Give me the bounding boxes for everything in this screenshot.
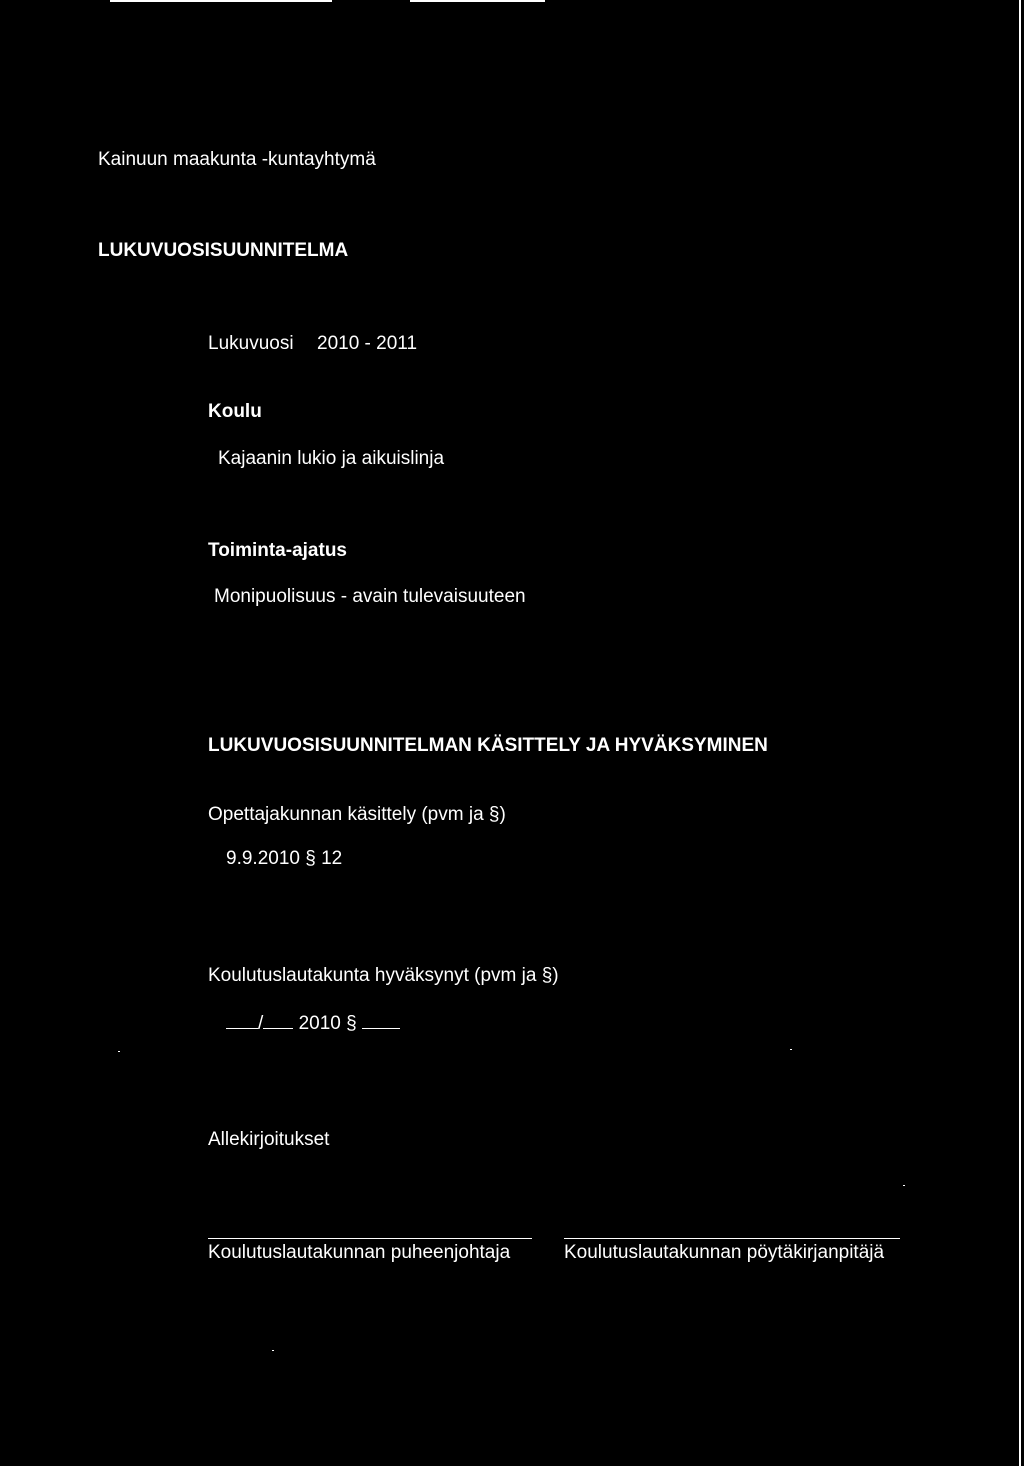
school-year-value: 2010 - 2011 [317, 333, 418, 354]
school-value: Kajaanin lukio ja aikuislinja [218, 448, 445, 469]
chair-signature-line [208, 1238, 532, 1239]
teachers-review-label: Opettajakunnan käsittely (pvm ja §) [208, 804, 506, 825]
secretary-signature-line [564, 1238, 900, 1239]
date-slash: / [258, 1013, 264, 1034]
approval-heading: LUKUVUOSISUUNNITELMAN KÄSITTELY JA HYVÄKSYMINEN [208, 735, 768, 756]
top-edge-line-right [410, 0, 545, 2]
school-year-label: Lukuvuosi [208, 333, 294, 354]
signatures-label: Allekirjoitukset [208, 1129, 330, 1150]
scan-speck [272, 1350, 274, 1351]
organization-name: Kainuun maakunta -kuntayhtymä [98, 149, 376, 170]
month-blank-line [263, 1027, 293, 1029]
secretary-signature-caption: Koulutuslautakunnan pöytäkirjanpitäjä [564, 1242, 885, 1263]
teachers-review-value: 9.9.2010 § 12 [226, 848, 343, 869]
day-blank-line [226, 1027, 258, 1029]
chair-signature-caption: Koulutuslautakunnan puheenjohtaja [208, 1242, 511, 1263]
right-edge-line [1019, 0, 1021, 1466]
board-approval-value [226, 1014, 400, 1033]
school-label: Koulu [208, 401, 262, 422]
document-title: LUKUVUOSISUUNNITELMA [98, 240, 349, 261]
mission-value: Monipuolisuus - avain tulevaisuuteen [214, 586, 526, 607]
top-edge-line-left [110, 0, 332, 2]
scan-speck [790, 1049, 792, 1050]
scan-speck [118, 1051, 120, 1052]
board-approval-year: 2010 § [298, 1013, 357, 1034]
scan-speck [903, 1185, 905, 1186]
mission-label: Toiminta-ajatus [208, 540, 347, 561]
section-blank-line [362, 1027, 400, 1029]
board-approval-label: Koulutuslautakunta hyväksynyt (pvm ja §) [208, 965, 559, 986]
